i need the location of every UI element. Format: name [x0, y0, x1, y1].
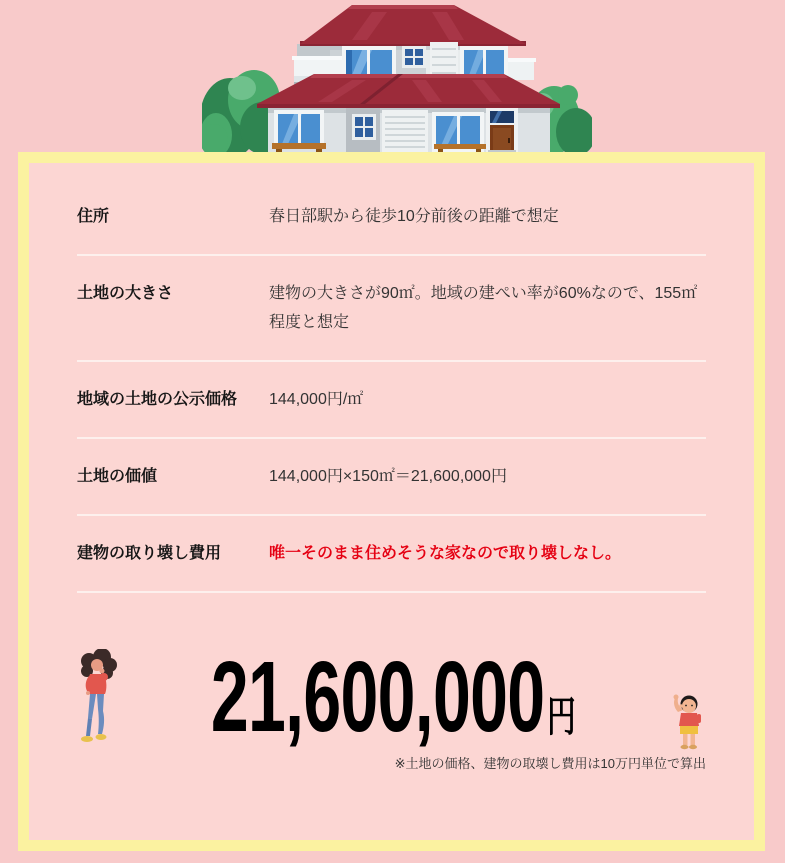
- table-row: [77, 256, 706, 362]
- info-table: [29, 163, 754, 772]
- row-label: 土地の価値: [77, 468, 158, 485]
- woman-illustration: [77, 649, 117, 749]
- result-note: ※土地の価格、建物の取壊し費用は10万円単位で算出: [394, 756, 706, 771]
- row-label: 地域の土地の公示価格: [77, 391, 238, 408]
- child-icon: [670, 692, 706, 752]
- table-row: [77, 179, 706, 256]
- table-row: [77, 362, 706, 439]
- row-value: 144,000円/㎡: [269, 391, 364, 408]
- yen-unit: 円: [547, 693, 576, 740]
- house-illustration: [202, 0, 592, 153]
- row-value: 春日部駅から徒歩10分前後の距離で想定: [269, 208, 559, 225]
- table-row: [77, 516, 706, 593]
- table-row: [77, 439, 706, 516]
- row-label: 建物の取り壊し費用: [77, 545, 222, 562]
- row-label: 土地の大きさ: [77, 285, 174, 302]
- woman-icon: [77, 649, 117, 744]
- row-value: 144,000円×150㎡＝21,600,000円: [269, 468, 507, 485]
- result-amount: 21,600,000: [211, 641, 545, 753]
- result-section: [77, 641, 706, 753]
- result-amount-block: [117, 641, 670, 753]
- child-illustration: [670, 692, 706, 757]
- row-value: 建物の大きさが90㎡。地域の建ぺい率が60%なので、155㎡程度と想定: [269, 285, 698, 331]
- info-card: [18, 152, 765, 851]
- house-icon: [202, 0, 592, 153]
- row-value-emphasis: 唯一そのまま住めそうな家なので取り壊しなし。: [269, 545, 622, 562]
- row-label: 住所: [77, 208, 110, 225]
